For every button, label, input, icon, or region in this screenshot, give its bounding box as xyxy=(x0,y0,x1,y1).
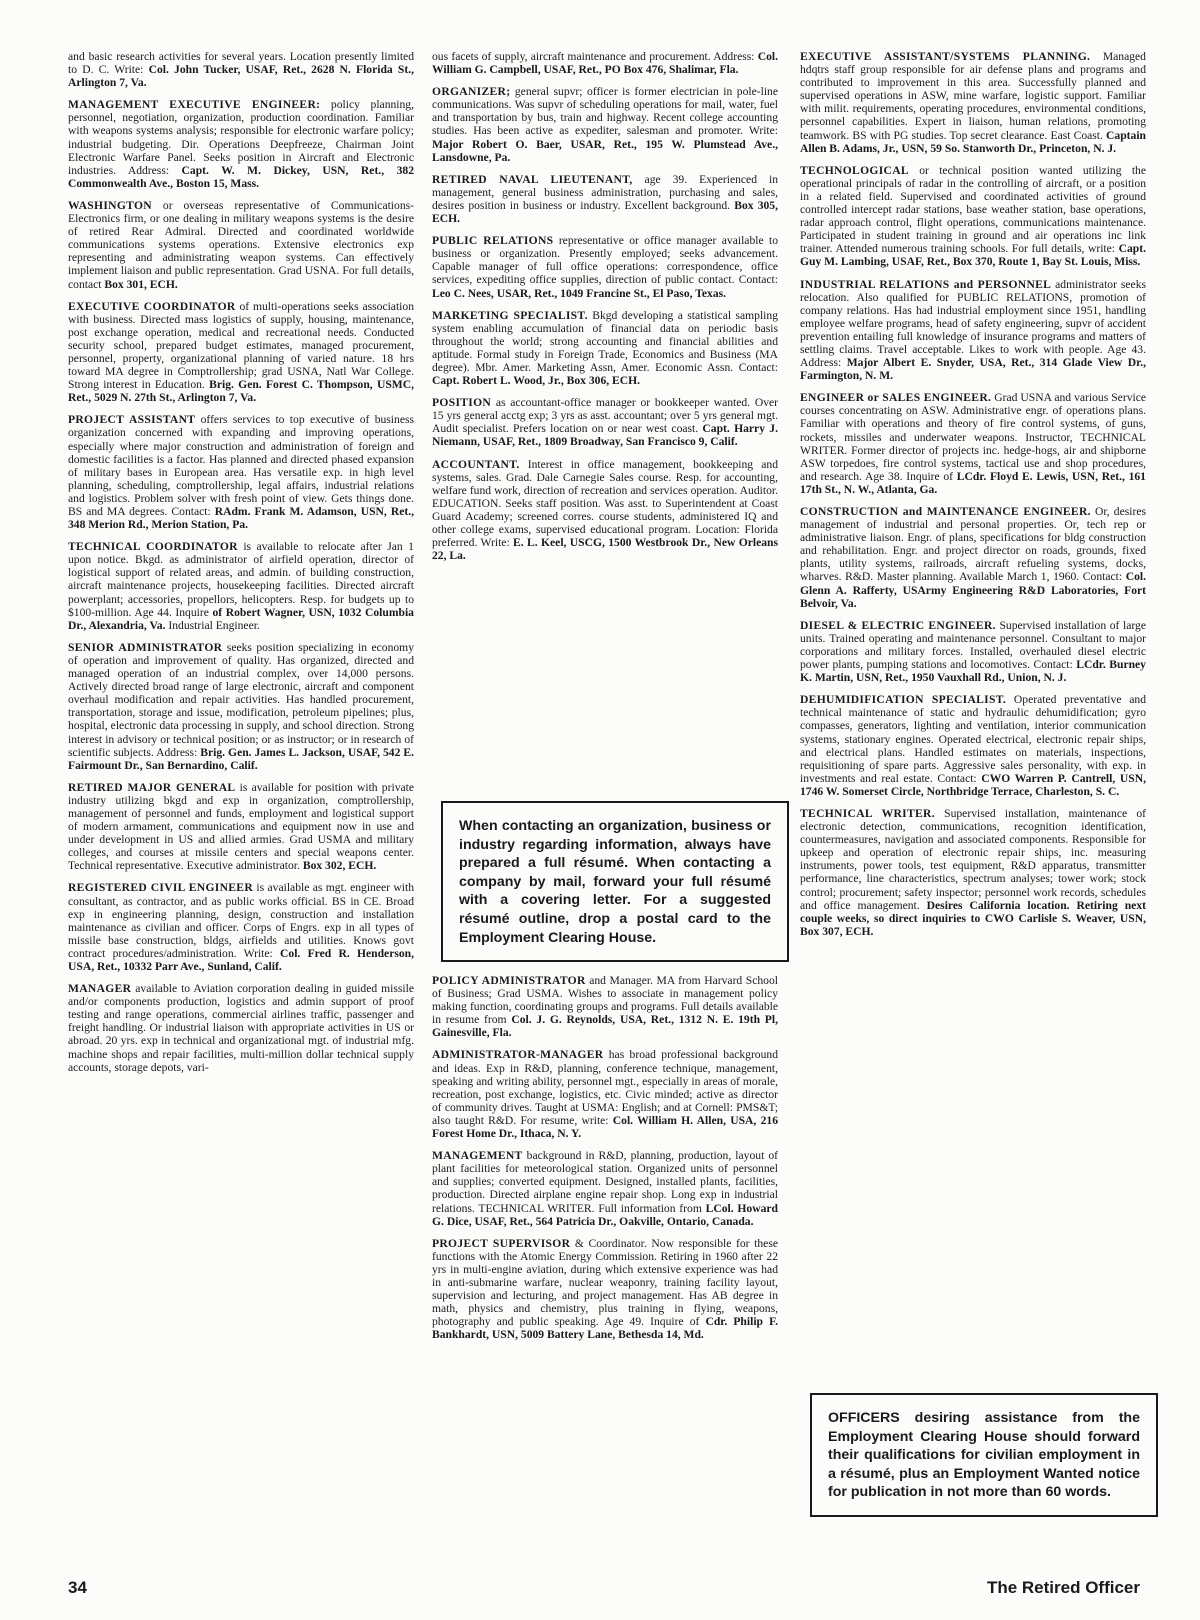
ad-contact: Box 302, ECH. xyxy=(299,859,377,873)
ad-contact: Brig. Gen. Forest C. Thompson, USMC, Ret., 5029 N. 27th St., Arlington 7, Va. xyxy=(68,378,414,405)
ad-heading: MARKETING SPECIALIST. xyxy=(432,308,588,322)
ad-heading: ENGINEER or SALES ENGINEER. xyxy=(800,391,992,405)
ad-heading: POLICY ADMINISTRATOR xyxy=(432,974,586,987)
classified-ad xyxy=(800,391,1146,496)
ad-contact: of Robert Wagner, USN, 1032 Columbia Dr., Alexandria, Va. xyxy=(68,605,414,632)
ad-heading: ACCOUNTANT. xyxy=(432,457,520,471)
ad-heading: TECHNICAL COORDINATOR xyxy=(68,540,238,554)
ad-heading: EXECUTIVE COORDINATOR xyxy=(68,299,236,313)
page-number: 34 xyxy=(68,1578,87,1597)
ad-contact: LCdr. Burney K. Martin, USN, Ret., 1950 Vauxhall Rd., Union, N. J. xyxy=(800,658,1146,685)
classified-ad xyxy=(68,781,414,873)
ad-body: or technical position wanted utilizing the operational principals of radar in the controlling of aircraft, or a position in a related field. Supervised and coordinated activities of ground controlled intercept radar stations, base weather station, base operations, radar approach control, flight operations, communications maintenance. Participated in student training in ground and air operations inc link trainer. Attended numerous training schools. For full details, write: xyxy=(800,163,1146,256)
ad-body: as accountant-office manager or bookkeeper wanted. Over 15 yrs general acctg exp; 3 yrs as asst. accountant; over 5 yrs general mgt. Audit specialist. Prefers location on or near west coast. xyxy=(432,396,778,436)
classified-ad xyxy=(68,881,414,973)
ad-contact: Captain Allen B. Adams, Jr., USN, 59 So. Stanworth Dr., Princeton, N. J. xyxy=(800,128,1146,155)
classified-ad xyxy=(432,309,778,388)
resume-notice-box: When contacting an organization, business or industry regarding information, always have prepared a full résumé. When contacting a company by mail, forward your full résumé with a covering letter. For a suggested résumé outline, drop a postal card to the Employment Clearing House. xyxy=(441,801,789,962)
ad-contact: Desires California location. Retiring next couple weeks, so direct inquiries to CWO Carlisle S. Weaver, USN, Box 307, ECH. xyxy=(800,898,1146,938)
ad-heading: MANAGEMENT xyxy=(432,1149,523,1163)
ad-body: Managed hdqtrs staff group responsible for air defense plans and programs and contributed to improvement in this area. Successfully planned and supervised operations in ASW, mine warfare, logistic support. Familiar with milit. requirements, operating procedures, environmental conditions, personnel capabilities. Expert in liaison, human relations, promoting teamwork. BS with PG studies. Top secret clearance. East Coast. xyxy=(800,50,1146,142)
ad-body: Operated preventative and technical maintenance of static and hydraulic dehumidification; gyro compasses, generators, lighting and ventilation, interior communication systems, stationary engines. Operated electrical, electronic repair ships, and electrical plans. Handled estimates on materials, inspections, requisitioning of spare parts. Aggressive sales personality, with exp. in investments and real estate. Contact: xyxy=(800,693,1147,785)
ad-body: Supervised installation, maintenance of electronic detection, communications, recognition identification, countermeasures, navigation and associated components. Responsible for upkeep and operation of electronic repair ships, inc. measuring instruments, power tools, test equipment, R&D apparatus, transmitter performance, line characteristics, spectrum analyses; tower work; stock control; procurement; safety inspector; personnel work records, schedules and office management. xyxy=(800,806,1146,912)
ad-body: representative or office manager available to business or organization. Presently employed; seeks advancement. Capable manager of full office operations: correspondence, office services, expediting office supplies, direction of public contact. Contact: xyxy=(432,234,779,287)
ad-body: Interest in office management, bookkeeping and systems, sales. Grad. Dale Carnegie Sales course. Resp. for accounting, welfare fund work, direction of recreation and services operation. Auditor. EDUCATION. Seeks staff position. Was asst. to Superintendent at Coast Guard Academy; screened corres. course students, administered IQ and other college exams, supervised educational program. Location: Florida preferred. Write: xyxy=(432,457,778,550)
ad-heading: TECHNICAL WRITER. xyxy=(800,806,935,820)
classified-ad xyxy=(68,982,414,1074)
classified-ad xyxy=(432,1149,778,1228)
classified-ad xyxy=(68,540,414,632)
classified-ad xyxy=(432,396,778,448)
ad-heading: ADMINISTRATOR-MANAGER xyxy=(432,1048,604,1062)
ad-body: is available to relocate after Jan 1 upon notice. Bkgd. as administrator of airfield operation, director of logistical support of related areas, and admin. of building construction, aircraft maintenance projects, housekeeping facilities. Directed aircraft powerplant; accessories, propellors, helicopters. Resp. for budgets up to $100-million. Age 44. Inquire xyxy=(68,540,414,619)
ad-heading: MANAGEMENT EXECUTIVE ENGINEER: xyxy=(68,98,321,112)
classified-ad xyxy=(432,173,778,225)
classified-ad xyxy=(800,278,1146,383)
ad-contact: Leo C. Nees, USAR, Ret., 1049 Francine St., El Paso, Texas. xyxy=(432,286,727,300)
ad-heading: EXECUTIVE ASSISTANT/SYSTEMS PLANNING. xyxy=(800,50,1091,63)
ad-tail: Industrial Engineer. xyxy=(165,618,260,632)
ad-contact: E. L. Keel, USCG, 1500 Westbrook Dr., New Orleans 22, La. xyxy=(432,536,778,563)
classified-ad xyxy=(68,413,414,531)
ad-body: background in R&D, planning, production, layout of plant facilities for meteorological station. Organized units of personnel and supplies; converted equipment. Designed, installed plants, facilities, production. Directed airplane engine repair shop. Long exp in industrial relations. TECHNICAL WRITER. Full information from xyxy=(432,1149,778,1215)
publication-title: The Retired Officer xyxy=(986,1578,1140,1597)
ad-contact: LCdr. Floyd E. Lewis, USN, Ret., 161 17th St., N. W., Atlanta, Ga. xyxy=(800,469,1146,496)
ad-body: age 39. Experienced in management, general business administration, purchasing and sales, desires position in business or industry. Excellent background. xyxy=(432,172,778,212)
ad-heading: MANAGER xyxy=(68,982,132,996)
ad-heading: CONSTRUCTION and MAINTENANCE ENGINEER. xyxy=(800,505,1091,518)
ad-body: Bkgd developing a statistical sampling system enabling accumulation of financial data on periodic basis throughout the world; strong accounting and financial abilities and aptitude. Formal study in Foreign Trade, Economics and Business (MA degree). Mbr. Amer. Marketing Assn, Amer. Economic Assn. Contact: xyxy=(432,308,779,374)
ad-heading: WASHINGTON xyxy=(68,198,152,212)
ad-body: seeks position specializing in economy of operation and improvement of quality. Has organized, directed and managed operation of an industrial complex, over 14,000 persons. Actively directed broad range of large electronic, aircraft and component overhaul modification and repair activities. Has handled procurement, transportation, storage and issue, modification, petroleum pipelines; plus, hospital, electronic data processing in supply, and school direction. Strong interest in advisory or technical position; or as instructor; or in research of scientific subjects. Address: xyxy=(68,640,414,759)
ad-heading: SENIOR ADMINISTRATOR xyxy=(68,640,223,654)
ad-body: offers services to top executive of business organization concerned with expanding and improving operations, especially where major construction and administration of foreign and domestic facilities is a factor. Has planned and directed phased expansion of military bases in European area. Has versatile exp. in high level planning, scheduling, comptrollership, legal affairs, industrial relations and logistics. Problem solver with fresh point of view. Gets things done. BS and MA degrees. Contact: xyxy=(68,413,414,518)
ad-contact: Capt. Harry J. Niemann, USAF, Ret., 1809 Broadway, San Francisco 9, Calif. xyxy=(432,422,778,449)
ad-contact: Major Albert E. Snyder, USA, Ret., 314 Glade View Dr., Farmington, N. M. xyxy=(800,356,1146,383)
ad-heading: DEHUMIDIFICATION SPECIALIST. xyxy=(800,693,1007,707)
ad-heading: TECHNOLOGICAL xyxy=(800,163,909,177)
ad-contact: Col. J. G. Reynolds, USA, Ret., 1312 N. E. 19th Pl, Gainesville, Fla. xyxy=(432,1013,778,1040)
ad-contact: Capt. W. M. Dickey, USN, Ret., 382 Commonwealth Ave., Boston 15, Mass. xyxy=(68,163,414,190)
classified-ad xyxy=(800,505,1146,610)
ad-body: or overseas representative of Communications-Electronics firm, or one dealing in military weapons systems is the desire of retired Rear Admiral. Directed and coordinated worldwide communications systems operations. Extensive electronics exp representing and administrating weapon systems. Can effectively implement liaison and public representation. Grad USNA. For full details, contact xyxy=(68,198,414,291)
officers-notice-box: OFFICERS desiring assistance from the Employment Clearing House should forward their qualifications for civilian employment in a résumé, plus an Employment Wanted notice for publication in not more than 60 words. xyxy=(810,1393,1158,1517)
ad-heading: ORGANIZER; xyxy=(432,85,511,99)
classified-ad xyxy=(800,807,1146,938)
ad-heading: PROJECT SUPERVISOR xyxy=(432,1236,571,1250)
ad-contact: CWO Warren P. Cantrell, USN, 1746 W. Somerset Circle, Northbridge Terrace, Charleston, S. C. xyxy=(800,771,1146,798)
ad-contact: Col. John Tucker, USAF, Ret., 2628 N. Florida St., Arlington 7, Va. xyxy=(68,63,414,90)
ad-heading: RETIRED MAJOR GENERAL xyxy=(68,780,236,794)
ad-contact: Col. Glenn A. Rafferty, USArmy Engineering R&D Laboratories, Fort Belvoir, Va. xyxy=(800,570,1147,610)
ad-heading: DIESEL & ELECTRIC ENGINEER. xyxy=(800,618,996,632)
ad-heading: PROJECT ASSISTANT xyxy=(68,413,196,427)
ad-heading: REGISTERED CIVIL ENGINEER xyxy=(68,881,254,895)
ad-contact: Col. William H. Allen, USA, 216 Forest Home Dr., Ithaca, N. Y. xyxy=(432,1113,778,1141)
ad-body: has broad professional background and ideas. Exp in R&D, planning, conference technique, management, speaking and writing ability, personnel mgt., especially in areas of morale, recreation, post exchange, logistics, etc. Civic minded; active as director of community drives. Taught at USMA: English; and at Cornell: PMS&T; also taught R&D. For resume, write: xyxy=(432,1048,778,1127)
classified-ad xyxy=(432,1237,778,1342)
ad-body: is available as mgt. engineer with consultant, as contractor, and as public works official. BS in CE. Broad exp in engineering planning, design, construction and installation maintenance as civilian and officer. Corps of Engrs. exp in all types of missile base construction, bldgs, airfields and utilities. Knows govt contract procedures/administration. Write: xyxy=(68,881,414,960)
ad-body: Supervised installation of large units. Trained operating and maintenance personnel. Consultant to major corporations and military forces. Installed, overhauled diesel electric power plants, pumping stations and locomotives. Contact: xyxy=(800,618,1146,672)
ad-heading: POSITION xyxy=(432,396,492,410)
column-middle xyxy=(432,50,778,571)
ad-body: & Coordinator. Now responsible for these functions with the Atomic Energy Commission. Retiring in 1960 after 22 yrs in multi-engine aviation, during which extensive experience was had in anti-submarine warfare, nuclear weaponry, training facility layout, supervision and lecturing, and project management. Has AB degree in math, physics and chemistry, plus training in flying, weapons, photography and public speaking. Age 49. Inquire of xyxy=(432,1236,778,1329)
ad-contact: Brig. Gen. James L. Jackson, USAF, 542 E. Fairmount Dr., San Bernardino, Calif. xyxy=(68,745,414,772)
ad-contact: Major Robert O. Baer, USAR, Ret., 195 W. Plumstead Ave., Lansdowne, Pa. xyxy=(432,137,778,164)
ad-contact: Box 305, ECH. xyxy=(432,198,778,226)
classified-ad xyxy=(432,974,778,1039)
classified-ad xyxy=(432,85,778,164)
ad-heading: PUBLIC RELATIONS xyxy=(432,234,554,248)
column-left xyxy=(68,50,414,1083)
classified-ad xyxy=(68,98,414,190)
ad-contact: Box 301, ECH. xyxy=(101,277,178,291)
ad-body: administrator seeks relocation. Also qualified for PUBLIC RELATIONS, promotion of company relations. Has had industrial employment since 1951, handling employee welfare programs, head of safety engineering, supvr of accident prevention entailing full knowledge of insurance programs and matters of settling claims. Travel acceptable. Likes to work with people. Age 43. Address: xyxy=(800,277,1147,370)
ad-heading: INDUSTRIAL RELATIONS and PERSONNEL xyxy=(800,277,1052,291)
classified-ad xyxy=(68,199,414,291)
classified-ad xyxy=(68,641,414,772)
column-middle-upper xyxy=(432,50,778,562)
classified-ad xyxy=(800,619,1146,684)
column-middle-lower xyxy=(432,974,778,1350)
ad-contact: Capt. Robert L. Wood, Jr., Box 306, ECH. xyxy=(432,374,641,388)
ad-body: and basic research activities for several years. Location presently limited to D. C. Write: xyxy=(68,50,414,77)
classified-ad xyxy=(432,458,778,563)
ad-contact: RAdm. Frank M. Adamson, USN, Ret., 348 Merion Rd., Merion Station, Pa. xyxy=(68,505,414,532)
column-right xyxy=(800,50,1146,947)
ad-body: Grad USNA and various Service courses concentrating on ASW. Administrative engr. of operations plans. Familiar with operations and theory of fire control systems, of guns, rockets, missiles and underwater weapons. Instructor, TECHNICAL WRITER. Former director of projects inc. hedge-hogs, air and shipborne ASW torpedoes, fire control systems, tactical use and shop procedures, and research. Age 38. Inquire of xyxy=(800,391,1146,483)
ad-body: general supvr; officer is former electrician in pole-line communications. Was supvr of scheduling operations for mail, water, fuel and transportation by bus, train and highway. Recent college accounting studies. Has been active as expediter, salesman and promoter. Write: xyxy=(432,85,778,138)
ad-body: ous facets of supply, aircraft maintenance and procurement. Address: xyxy=(432,50,755,63)
classified-ad xyxy=(432,1048,778,1140)
ad-contact: LCol. Howard G. Dice, USAF, Ret., 564 Patricia Dr., Oakville, Ontario, Canada. xyxy=(432,1201,778,1228)
classified-ad xyxy=(800,693,1146,798)
classified-ad xyxy=(432,234,778,299)
ad-heading: RETIRED NAVAL LIEUTENANT, xyxy=(432,172,633,186)
ad-body: policy planning, personnel, negotiation, organization, production coordination. Familiar with weapons systems analysis; responsible for electronic warfare policy; industrial budgeting. Dir. Operations Deepfreeze, Chairman Joint Electronic Warfare Panel. Seeks position in Aircraft and Electronic industries. Address: xyxy=(68,98,415,177)
ad-body: and Manager. MA from Harvard School of Business; Grad USMA. Wishes to associate in management policy making function, coordinating groups and programs. Full details available in resume from xyxy=(432,974,778,1027)
classified-ad xyxy=(432,50,778,76)
ad-contact: Col. Fred R. Henderson, USA, Ret., 10332 Parr Ave., Sunland, Calif. xyxy=(68,946,414,973)
ad-contact: Col. William G. Campbell, USAF, Ret., PO Box 476, Shalimar, Fla. xyxy=(432,50,778,77)
classified-ad xyxy=(68,50,414,89)
classified-ad xyxy=(68,300,414,405)
ad-contact: Capt. Guy M. Lambing, USAF, Ret., Box 370, Route 1, Bay St. Louis, Miss. xyxy=(800,242,1146,269)
ad-body: available to Aviation corporation dealing in guided missile and/or components production, logistics and admin support of proof testing and range operations, commercial airlines traffic, passenger and freight handling. Or industrial liaison with appropriate activities in US or abroad. 20 yrs. exp in technical and organizational mgt. of industrial mfg. machine shops and repair facilities, multi-million dollar technical supply accounts, storage depots, vari- xyxy=(68,982,414,1074)
ad-body: Or, desires management of industrial and personal properties. Or, tech rep or administrative liaison. Engr. of plans, specifications for bldg construction and rehabilitation. Engr. and project director on roads, grounds, fixed plants, utility systems, railroads, aircraft refueling systems, docks, wharves. R&D. Master planning. Available March 1, 1960. Contact: xyxy=(800,505,1146,584)
classified-ad xyxy=(800,164,1146,269)
ad-body: is available for position with private industry utilizing bkgd and exp in organization, comptrollership, management of personnel and funds, employment and logistical support of modern armament, communications and equipment now in use and under development in US and allied armies. Grad USMA and military colleges, and courses at missile centers and special weapons center. Technical representative. Executive administrator. xyxy=(68,780,415,873)
ad-body: of multi-operations seeks association with business. Directed mass logistics of supply, housing, maintenance, post exchange operation, medical and recreational needs. Conducted security school, prepared budget estimates, managed procurement, personnel, property, organizational planning of varied nature. 18 hrs toward MA degree in Comptrollership; grad USNA, Natl War College. Strong interest in Education. xyxy=(68,299,414,392)
ad-contact: Cdr. Philip F. Bankhardt, USN, 5009 Battery Lane, Bethesda 14, Md. xyxy=(432,1315,778,1342)
classified-ad xyxy=(800,50,1146,155)
